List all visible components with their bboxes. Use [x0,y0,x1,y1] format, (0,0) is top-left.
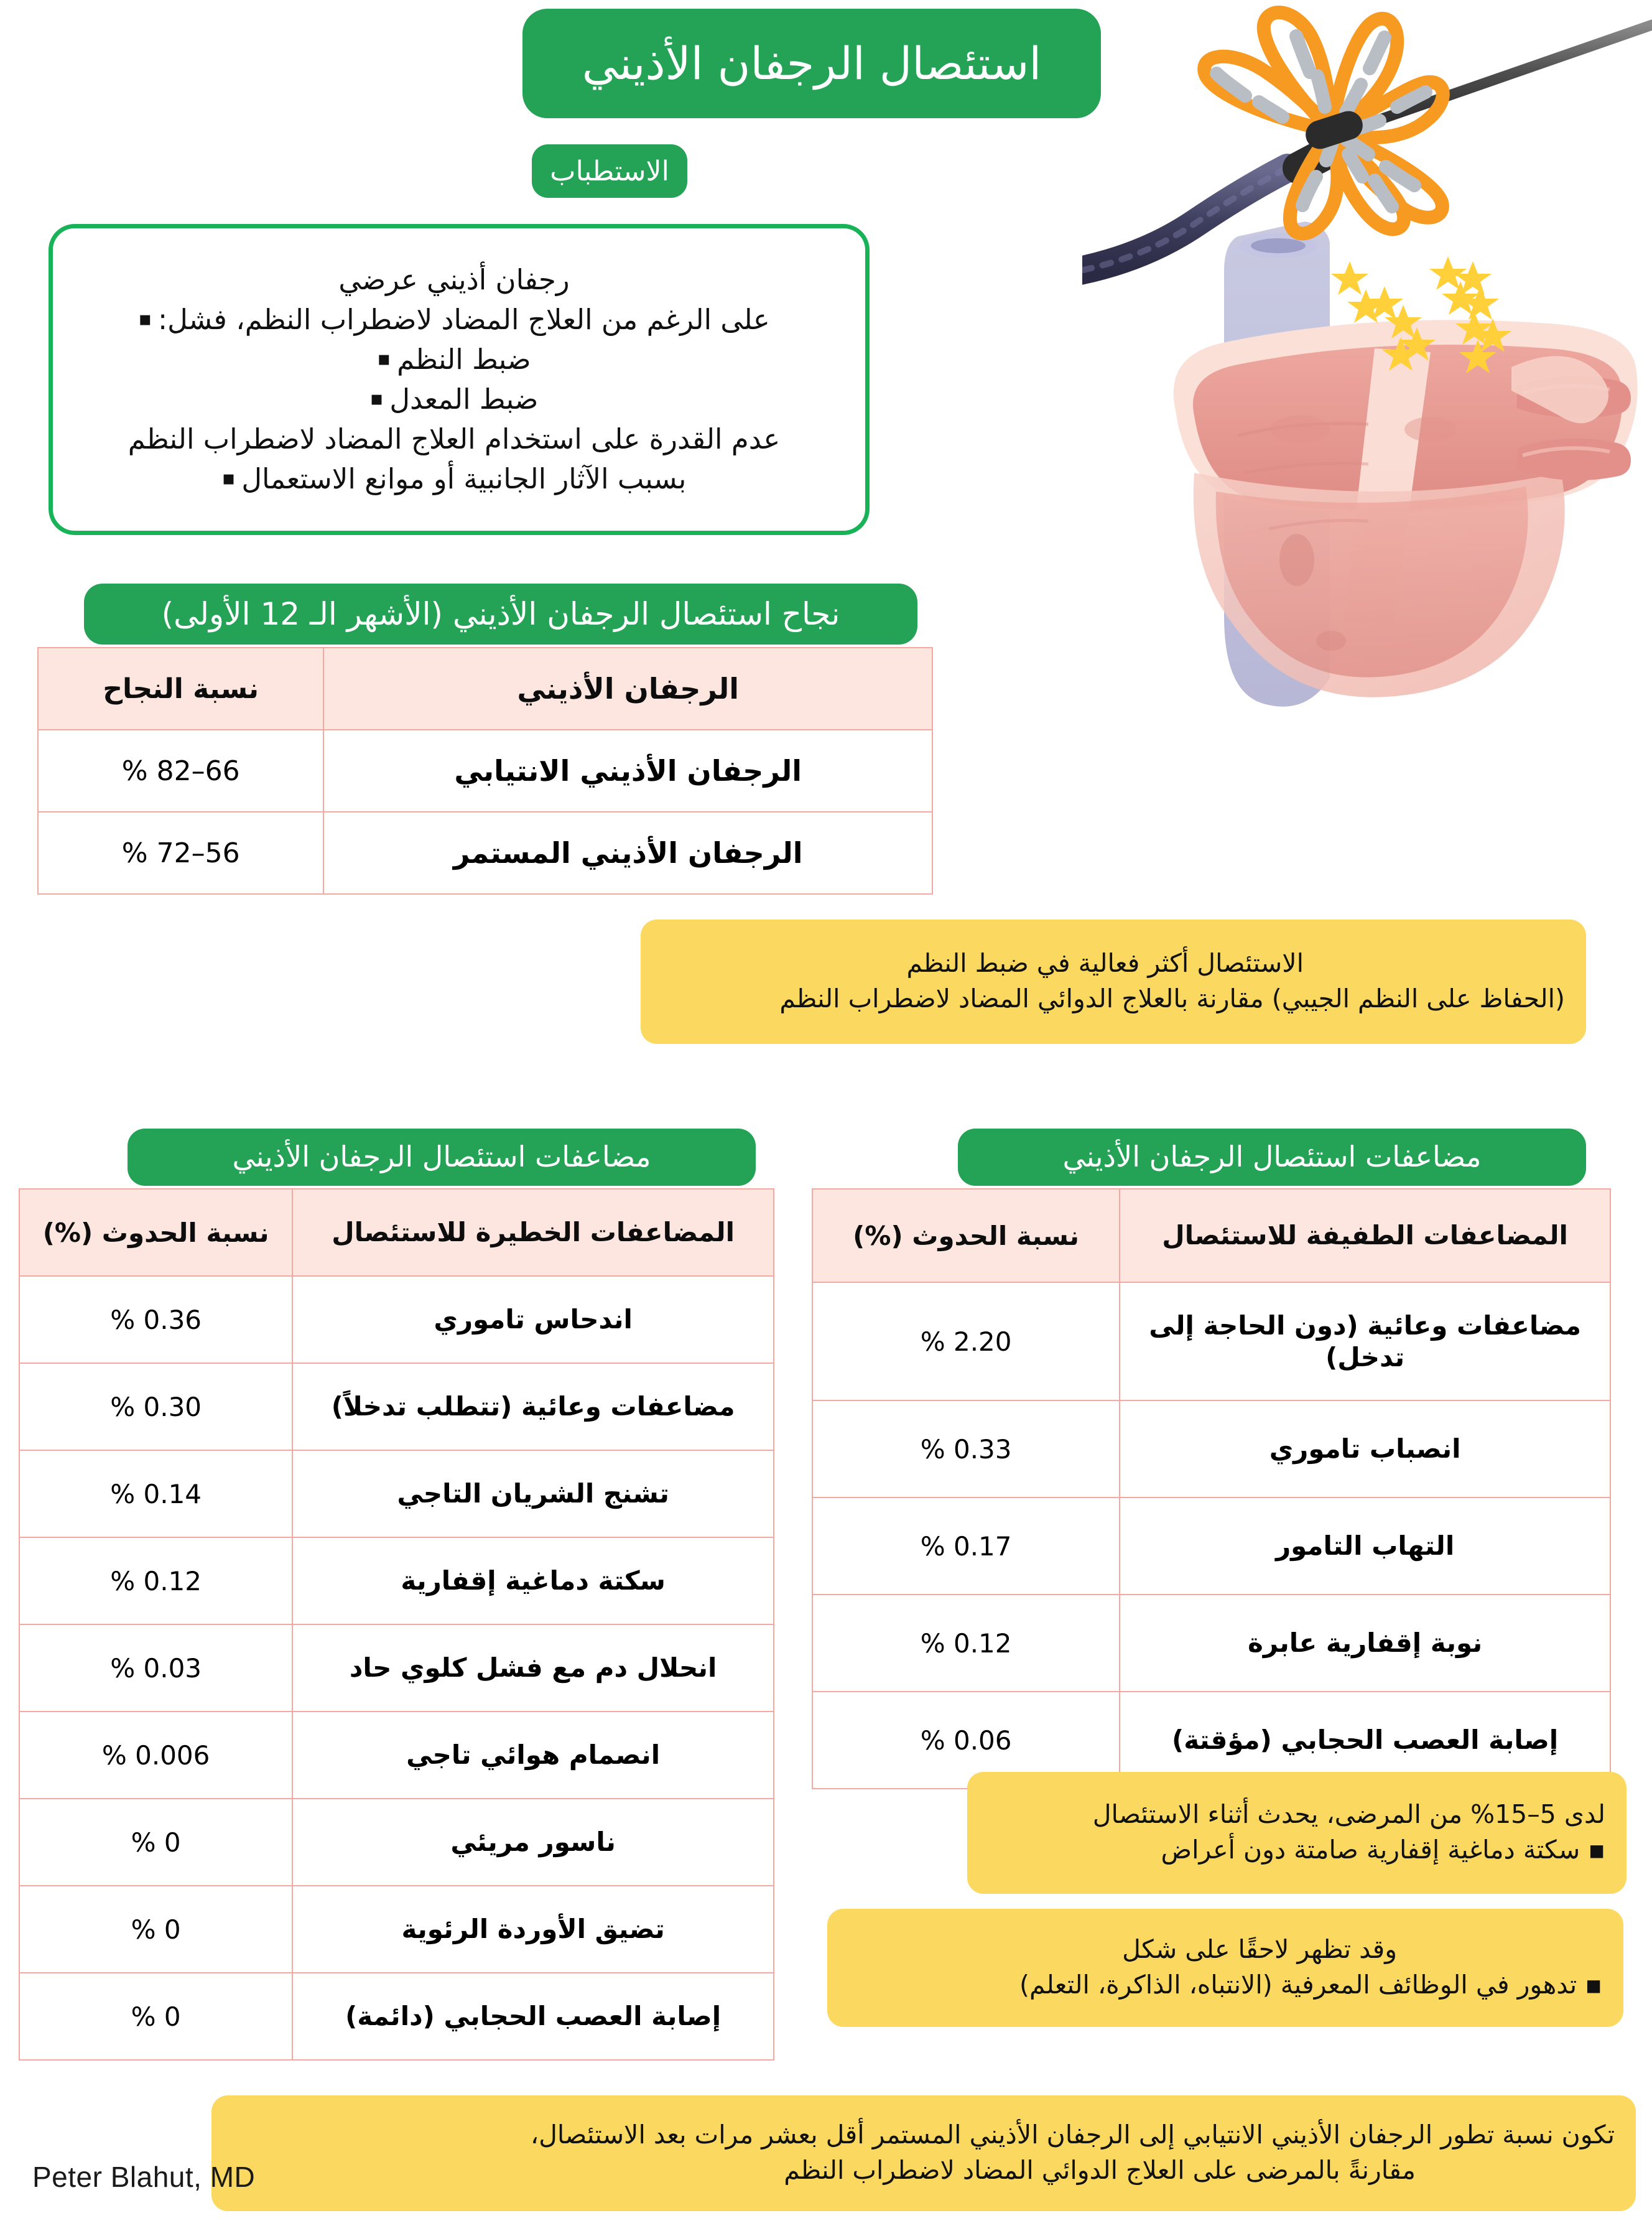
cardiac-ablation-illustration [1082,0,1652,803]
severe-header-name: المضاعفات الخطيرة للاستئصال [292,1189,774,1276]
page-title: استئصال الرجفان الأذيني [522,9,1101,118]
minor-row-name: نوبة إقفارية عابرة [1120,1595,1610,1692]
table-row [38,812,932,894]
note-efficacy-line-2: (الحفاظ على النظم الجيبي) مقارنة بالعلاج الدوائي المضاد لاضطراب النظم [779,984,1565,1013]
severe-row-name: اندحاس تاموري [292,1276,774,1363]
minor-complications-badge: مضاعفات استئصال الرجفان الأذيني [958,1129,1586,1186]
success-row-rate: 56–72 % [38,812,323,894]
note-cognitive-decline [827,1909,1623,2027]
minor-complications-table [812,1188,1611,1789]
severe-header-rate: نسبة الحدوث (%) [19,1189,292,1276]
table-row [812,1595,1610,1692]
table-row [812,1400,1610,1498]
severe-row-rate: 0.30 % [19,1363,292,1450]
note-progression-line-2: مقارنةً بالمرضى على العلاج الدوائي المضاد لاضطراب النظم [784,2155,1416,2185]
indication-line-1: رجفان أذيني عرضي [338,263,570,297]
note-silent-line-1: لدى 5–15% من المرضى، يحدث أثناء الاستئصال [1092,1799,1605,1830]
minor-row-rate: 0.33 % [812,1400,1120,1498]
indication-line-4: ضبط المعدل ▪ [72,380,837,419]
minor-row-name: إصابة العصب الحجابي (مؤقتة) [1120,1692,1610,1789]
note-cognitive-line-2: ▪ تدهور في الوظائف المعرفية (الانتباه، الذاكرة، التعلم) [1019,1970,1602,2000]
severe-row-name: مضاعفات وعائية (تتطلب تدخلاً) [292,1363,774,1450]
table-row [19,1624,774,1712]
indication-line-3: ضبط النظم ▪ [72,340,837,380]
severe-row-name: انحلال دم مع فشل كلوي حاد [292,1624,774,1712]
success-row-type: الرجفان الأذيني الانتيابي [323,730,932,812]
table-row [19,1276,774,1363]
table-row [19,1973,774,2060]
table-row [38,730,932,812]
indication-line-2: على الرغم من العلاج المضاد لاضطراب النظم، فشل: ▪ [72,300,837,340]
minor-row-rate: 0.12 % [812,1595,1120,1692]
severe-row-rate: 0.03 % [19,1624,292,1712]
severe-row-rate: 0.12 % [19,1537,292,1624]
table-row [812,1498,1610,1595]
success-rate-table [37,647,933,895]
success-header-rate: نسبة النجاح [38,648,323,730]
severe-row-rate: 0 % [19,1799,292,1886]
severe-row-name: ناسور مريئي [292,1799,774,1886]
severe-row-rate: 0 % [19,1886,292,1973]
note-cognitive-line-1: وقد تظهر لاحقًا على شكل [1122,1934,1397,1965]
indication-line-6: بسبب الآثار الجانبية أو موانع الاستعمال ▪ [72,459,837,499]
minor-row-rate: 2.20 % [812,1282,1120,1400]
note-silent-stroke [967,1772,1626,1894]
success-header-type: الرجفان الأذيني [323,648,932,730]
table-row [19,1886,774,1973]
table-header-row [38,648,932,730]
note-progression-line-1: تكون نسبة تطور الرجفان الأذيني الانتيابي إلى الرجفان الأذيني المستمر أقل بعشر مرات بعد الاستئصال، [530,2120,1615,2150]
severe-complications-table [19,1188,774,2061]
indication-box [49,224,870,535]
severe-row-name: إصابة العصب الحجابي (دائمة) [292,1973,774,2060]
success-row-rate: 66–82 % [38,730,323,812]
minor-header-rate: نسبة الحدوث (%) [812,1189,1120,1282]
severe-row-rate: 0 % [19,1973,292,2060]
catheter-shaft [1375,25,1652,121]
minor-row-rate: 0.06 % [812,1692,1120,1789]
note-progression [211,2095,1636,2211]
table-row [19,1450,774,1537]
indication-badge: الاستطباب [532,144,687,198]
minor-row-rate: 0.17 % [812,1498,1120,1595]
table-header-row [19,1189,774,1276]
severe-row-rate: 0.006 % [19,1712,292,1799]
table-row [19,1537,774,1624]
table-row [19,1799,774,1886]
note-efficacy [641,920,1586,1044]
note-efficacy-line-1: الاستئصال أكثر فعالية في ضبط النظم [906,948,1304,979]
severe-row-name: سكتة دماغية إقفارية [292,1537,774,1624]
table-header-row [812,1189,1610,1282]
success-row-type: الرجفان الأذيني المستمر [323,812,932,894]
minor-header-name: المضاعفات الطفيفة للاستئصال [1120,1189,1610,1282]
table-row [812,1282,1610,1400]
minor-row-name: انصباب تاموري [1120,1400,1610,1498]
table-row [19,1363,774,1450]
severe-row-rate: 0.36 % [19,1276,292,1363]
indication-line-5: عدم القدرة على استخدام العلاج المضاد لاضطراب النظم [128,422,781,455]
severe-row-name: تضيق الأوردة الرئوية [292,1886,774,1973]
success-table-badge: نجاح استئصال الرجفان الأذيني (الأشهر الـ 12 الأولى) [84,584,917,645]
severe-complications-badge: مضاعفات استئصال الرجفان الأذيني [128,1129,756,1186]
note-silent-line-2: ▪ سكتة دماغية إقفارية صامتة دون أعراض [1161,1835,1605,1865]
severe-row-rate: 0.14 % [19,1450,292,1537]
minor-row-name: مضاعفات وعائية (دون الحاجة إلى تدخل) [1120,1282,1610,1400]
severe-row-name: انصمام هوائي تاجي [292,1712,774,1799]
author-credit: Peter Blahut, MD [32,2161,256,2193]
severe-row-name: تشنج الشريان التاجي [292,1450,774,1537]
minor-row-name: التهاب التامور [1120,1498,1610,1595]
table-row [19,1712,774,1799]
